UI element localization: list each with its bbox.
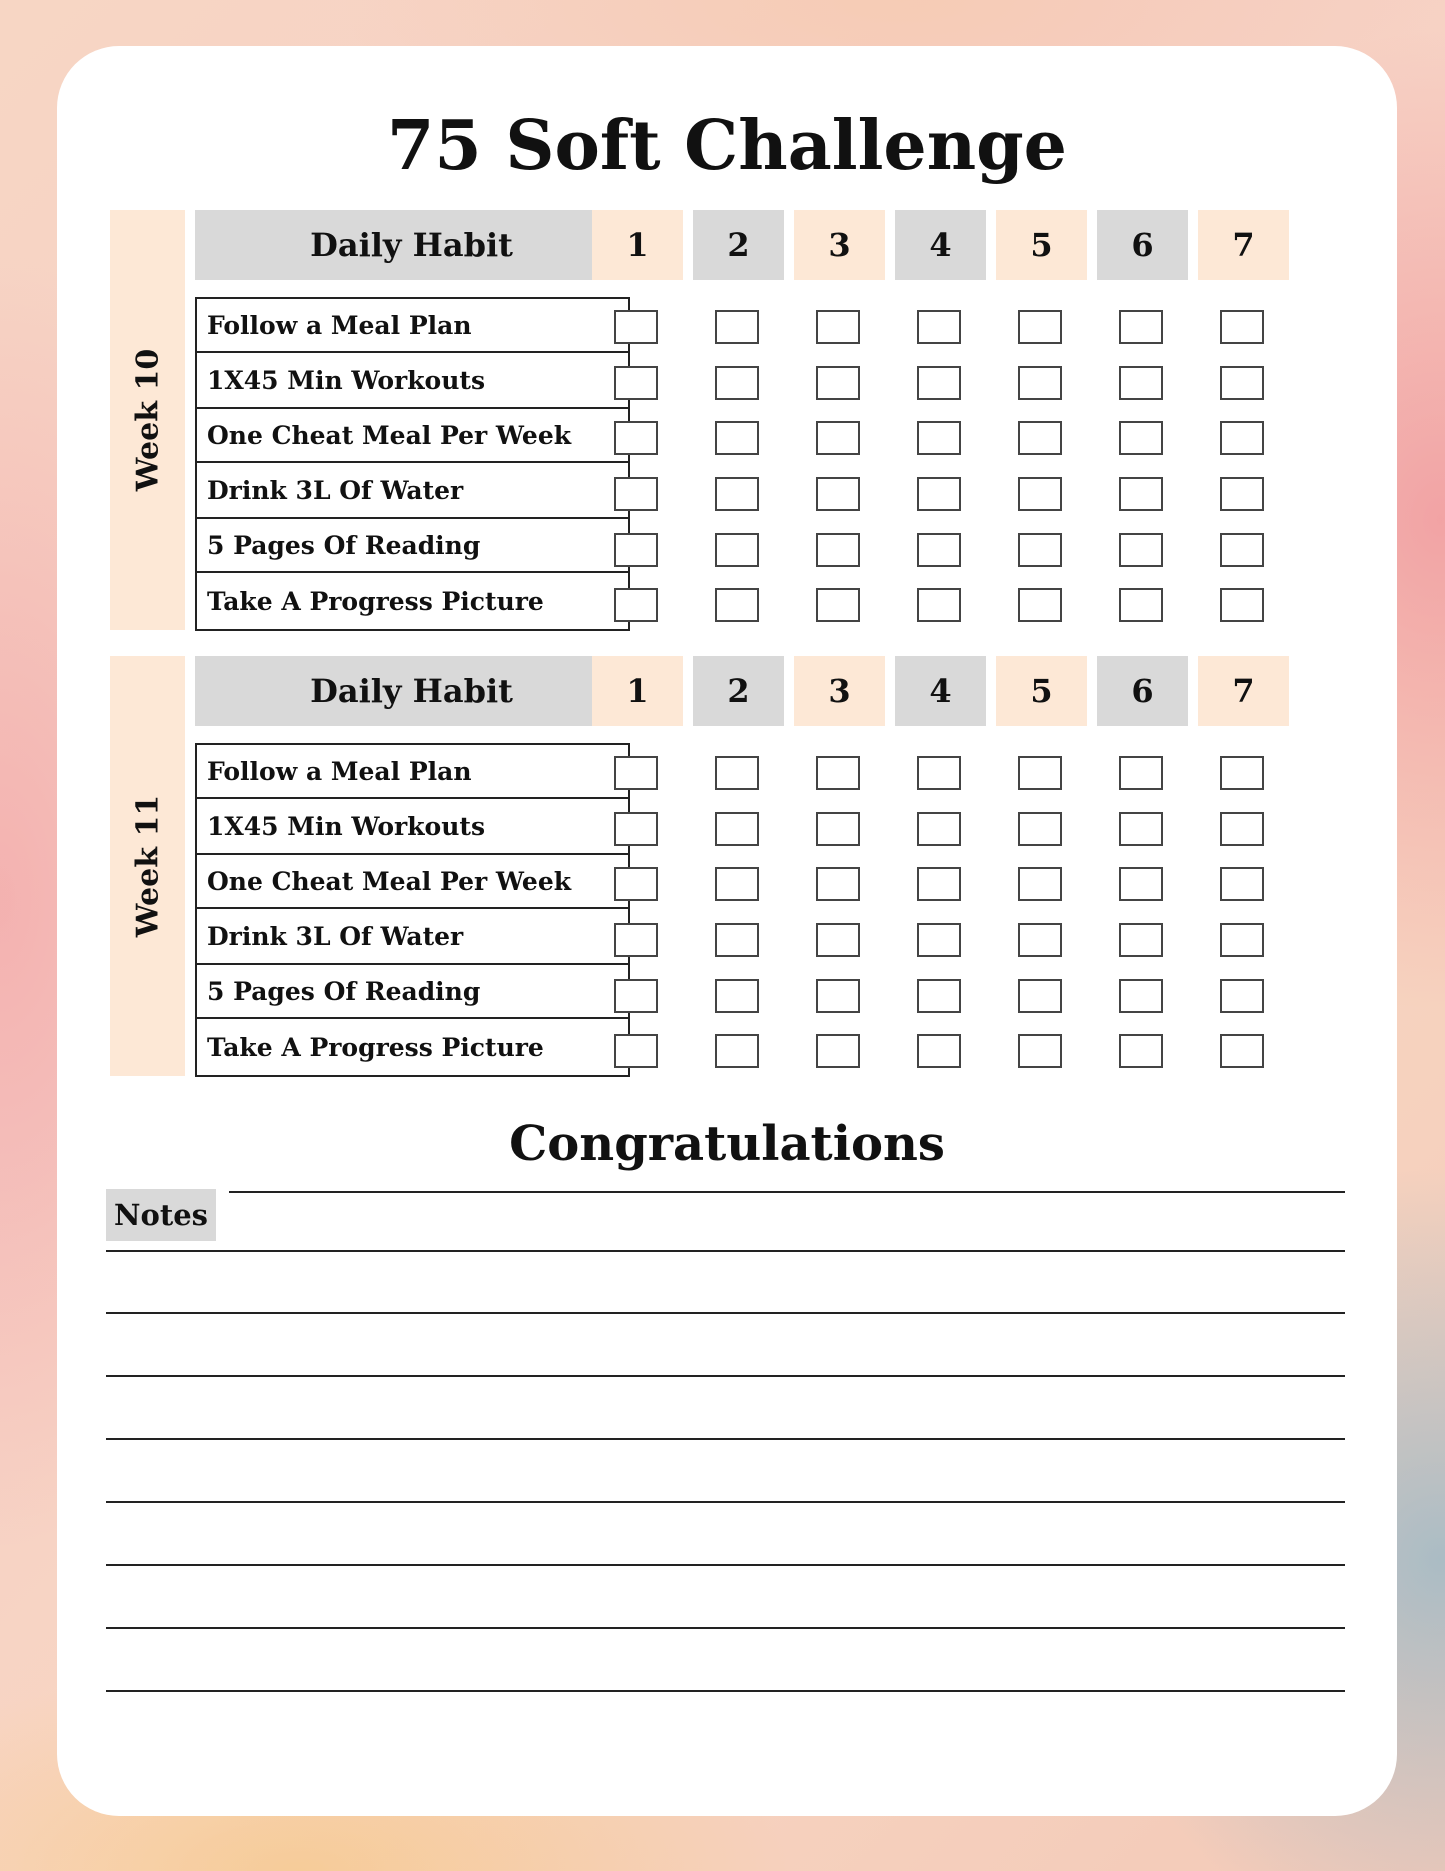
habit-checkbox[interactable] bbox=[614, 421, 658, 455]
habit-row-label: One Cheat Meal Per Week bbox=[197, 855, 628, 909]
habit-checkbox[interactable] bbox=[715, 756, 759, 790]
daily-habit-header: Daily Habit bbox=[195, 656, 628, 726]
day-header: 2 bbox=[693, 210, 784, 280]
habit-checkbox[interactable] bbox=[715, 867, 759, 901]
habit-checkbox[interactable] bbox=[715, 477, 759, 511]
habit-checkbox[interactable] bbox=[816, 477, 860, 511]
habit-checkbox[interactable] bbox=[1119, 979, 1163, 1013]
habit-checkbox[interactable] bbox=[917, 1034, 961, 1068]
habit-checkbox[interactable] bbox=[1018, 867, 1062, 901]
day-header: 3 bbox=[794, 210, 885, 280]
habit-checkbox[interactable] bbox=[1018, 979, 1062, 1013]
day-header: 6 bbox=[1097, 656, 1188, 726]
notes-line[interactable] bbox=[106, 1690, 1345, 1692]
habit-checkbox[interactable] bbox=[917, 533, 961, 567]
habit-checkbox[interactable] bbox=[917, 477, 961, 511]
habit-checkbox[interactable] bbox=[816, 310, 860, 344]
day-header: 6 bbox=[1097, 210, 1188, 280]
habit-checkbox[interactable] bbox=[1018, 756, 1062, 790]
habit-checkbox[interactable] bbox=[1018, 812, 1062, 846]
page-title: 75 Soft Challenge bbox=[387, 106, 1067, 186]
habit-checkbox[interactable] bbox=[1220, 923, 1264, 957]
habit-checkbox[interactable] bbox=[1220, 421, 1264, 455]
habit-checkbox[interactable] bbox=[1119, 867, 1163, 901]
habit-checkbox[interactable] bbox=[1220, 310, 1264, 344]
habit-checkbox[interactable] bbox=[715, 533, 759, 567]
habit-checkbox[interactable] bbox=[1220, 756, 1264, 790]
habit-row-label: Follow a Meal Plan bbox=[197, 745, 628, 799]
habit-checkbox[interactable] bbox=[715, 366, 759, 400]
habit-checkbox[interactable] bbox=[1220, 1034, 1264, 1068]
congratulations-heading: Congratulations bbox=[509, 1116, 945, 1172]
notes-line[interactable] bbox=[106, 1627, 1345, 1629]
habit-checkbox[interactable] bbox=[614, 756, 658, 790]
habit-checkbox[interactable] bbox=[917, 812, 961, 846]
habit-checkbox[interactable] bbox=[1119, 923, 1163, 957]
habit-checkbox[interactable] bbox=[1220, 867, 1264, 901]
habit-checkbox[interactable] bbox=[1220, 366, 1264, 400]
week-label-bar bbox=[110, 210, 185, 630]
habit-checkbox[interactable] bbox=[917, 923, 961, 957]
habit-checkbox[interactable] bbox=[917, 979, 961, 1013]
habit-checkbox[interactable] bbox=[715, 588, 759, 622]
day-header: 5 bbox=[996, 656, 1087, 726]
habit-checkbox[interactable] bbox=[1018, 366, 1062, 400]
habit-checkbox[interactable] bbox=[816, 1034, 860, 1068]
habit-checkbox[interactable] bbox=[614, 923, 658, 957]
habit-row-label: Take A Progress Picture bbox=[207, 1032, 544, 1062]
habit-checkbox[interactable] bbox=[614, 1034, 658, 1068]
habit-checkbox[interactable] bbox=[917, 421, 961, 455]
habit-checkbox[interactable] bbox=[1018, 310, 1062, 344]
habit-checkbox[interactable] bbox=[614, 812, 658, 846]
habit-checkbox[interactable] bbox=[715, 923, 759, 957]
worksheet-card bbox=[57, 46, 1397, 1816]
habit-checkbox[interactable] bbox=[1119, 310, 1163, 344]
habit-checkbox[interactable] bbox=[715, 1034, 759, 1068]
notes-line[interactable] bbox=[106, 1375, 1345, 1377]
week-section bbox=[57, 656, 1347, 1076]
habit-row-label: Drink 3L Of Water bbox=[197, 909, 628, 965]
habit-checkbox[interactable] bbox=[1119, 421, 1163, 455]
habit-checkbox[interactable] bbox=[1119, 366, 1163, 400]
notes-line[interactable] bbox=[106, 1438, 1345, 1440]
day-header: 7 bbox=[1198, 656, 1289, 726]
habit-row-label: Take A Progress Picture bbox=[207, 586, 544, 616]
notes-line[interactable] bbox=[106, 1501, 1345, 1503]
week-section bbox=[57, 210, 1347, 630]
habit-row-label: 5 Pages Of Reading bbox=[197, 965, 628, 1019]
habit-checkbox[interactable] bbox=[816, 588, 860, 622]
habit-checkbox[interactable] bbox=[1018, 588, 1062, 622]
habit-checkbox[interactable] bbox=[816, 756, 860, 790]
habit-checkbox[interactable] bbox=[816, 979, 860, 1013]
habit-checkbox[interactable] bbox=[1220, 979, 1264, 1013]
habit-checkbox[interactable] bbox=[1119, 1034, 1163, 1068]
habit-checkbox[interactable] bbox=[917, 366, 961, 400]
habit-checkbox[interactable] bbox=[614, 588, 658, 622]
habit-row-label: One Cheat Meal Per Week bbox=[197, 409, 628, 463]
week-label-bar bbox=[110, 656, 185, 1076]
habit-checkbox[interactable] bbox=[816, 421, 860, 455]
habit-checkbox[interactable] bbox=[1220, 533, 1264, 567]
day-header: 4 bbox=[895, 656, 986, 726]
habit-row-label: Follow a Meal Plan bbox=[197, 299, 628, 353]
habit-checkbox[interactable] bbox=[816, 366, 860, 400]
habit-checkbox[interactable] bbox=[1018, 477, 1062, 511]
habit-checkbox[interactable] bbox=[1018, 421, 1062, 455]
day-header: 3 bbox=[794, 656, 885, 726]
habit-checkbox[interactable] bbox=[816, 533, 860, 567]
habit-checkbox[interactable] bbox=[1220, 812, 1264, 846]
notes-line[interactable] bbox=[106, 1250, 1345, 1252]
day-header: 1 bbox=[592, 656, 683, 726]
habit-checkbox[interactable] bbox=[715, 812, 759, 846]
habit-checkbox[interactable] bbox=[1119, 588, 1163, 622]
habit-list bbox=[195, 297, 630, 631]
day-header: 4 bbox=[895, 210, 986, 280]
day-header: 1 bbox=[592, 210, 683, 280]
week-label: Week 11 bbox=[130, 794, 165, 938]
notes-line[interactable] bbox=[106, 1564, 1345, 1566]
habit-row-label: 1X45 Min Workouts bbox=[197, 799, 628, 855]
habit-checkbox[interactable] bbox=[614, 366, 658, 400]
habit-checkbox[interactable] bbox=[1119, 533, 1163, 567]
day-header: 7 bbox=[1198, 210, 1289, 280]
notes-line[interactable] bbox=[229, 1191, 1345, 1193]
habit-checkbox[interactable] bbox=[614, 310, 658, 344]
habit-checkbox[interactable] bbox=[614, 477, 658, 511]
habit-checkbox[interactable] bbox=[1018, 923, 1062, 957]
habit-checkbox[interactable] bbox=[1119, 812, 1163, 846]
habit-checkbox[interactable] bbox=[614, 533, 658, 567]
habit-checkbox[interactable] bbox=[715, 310, 759, 344]
habit-row-label: 1X45 Min Workouts bbox=[197, 353, 628, 409]
notes-line[interactable] bbox=[106, 1312, 1345, 1314]
habit-checkbox[interactable] bbox=[917, 588, 961, 622]
week-label: Week 10 bbox=[130, 348, 165, 492]
habit-checkbox[interactable] bbox=[917, 310, 961, 344]
habit-checkbox[interactable] bbox=[614, 867, 658, 901]
habit-checkbox[interactable] bbox=[816, 867, 860, 901]
habit-checkbox[interactable] bbox=[1220, 477, 1264, 511]
habit-checkbox[interactable] bbox=[816, 812, 860, 846]
habit-list bbox=[195, 743, 630, 1077]
habit-checkbox[interactable] bbox=[1119, 756, 1163, 790]
habit-checkbox[interactable] bbox=[715, 421, 759, 455]
habit-row-label: Drink 3L Of Water bbox=[197, 463, 628, 519]
habit-checkbox[interactable] bbox=[1119, 477, 1163, 511]
habit-checkbox[interactable] bbox=[1018, 1034, 1062, 1068]
notes-label: Notes bbox=[106, 1189, 216, 1241]
daily-habit-header: Daily Habit bbox=[195, 210, 628, 280]
habit-row-label: 5 Pages Of Reading bbox=[197, 519, 628, 573]
habit-checkbox[interactable] bbox=[715, 979, 759, 1013]
day-header: 5 bbox=[996, 210, 1087, 280]
day-header: 2 bbox=[693, 656, 784, 726]
habit-checkbox[interactable] bbox=[816, 923, 860, 957]
habit-checkbox[interactable] bbox=[917, 867, 961, 901]
habit-checkbox[interactable] bbox=[917, 756, 961, 790]
habit-checkbox[interactable] bbox=[614, 979, 658, 1013]
habit-checkbox[interactable] bbox=[1220, 588, 1264, 622]
habit-checkbox[interactable] bbox=[1018, 533, 1062, 567]
